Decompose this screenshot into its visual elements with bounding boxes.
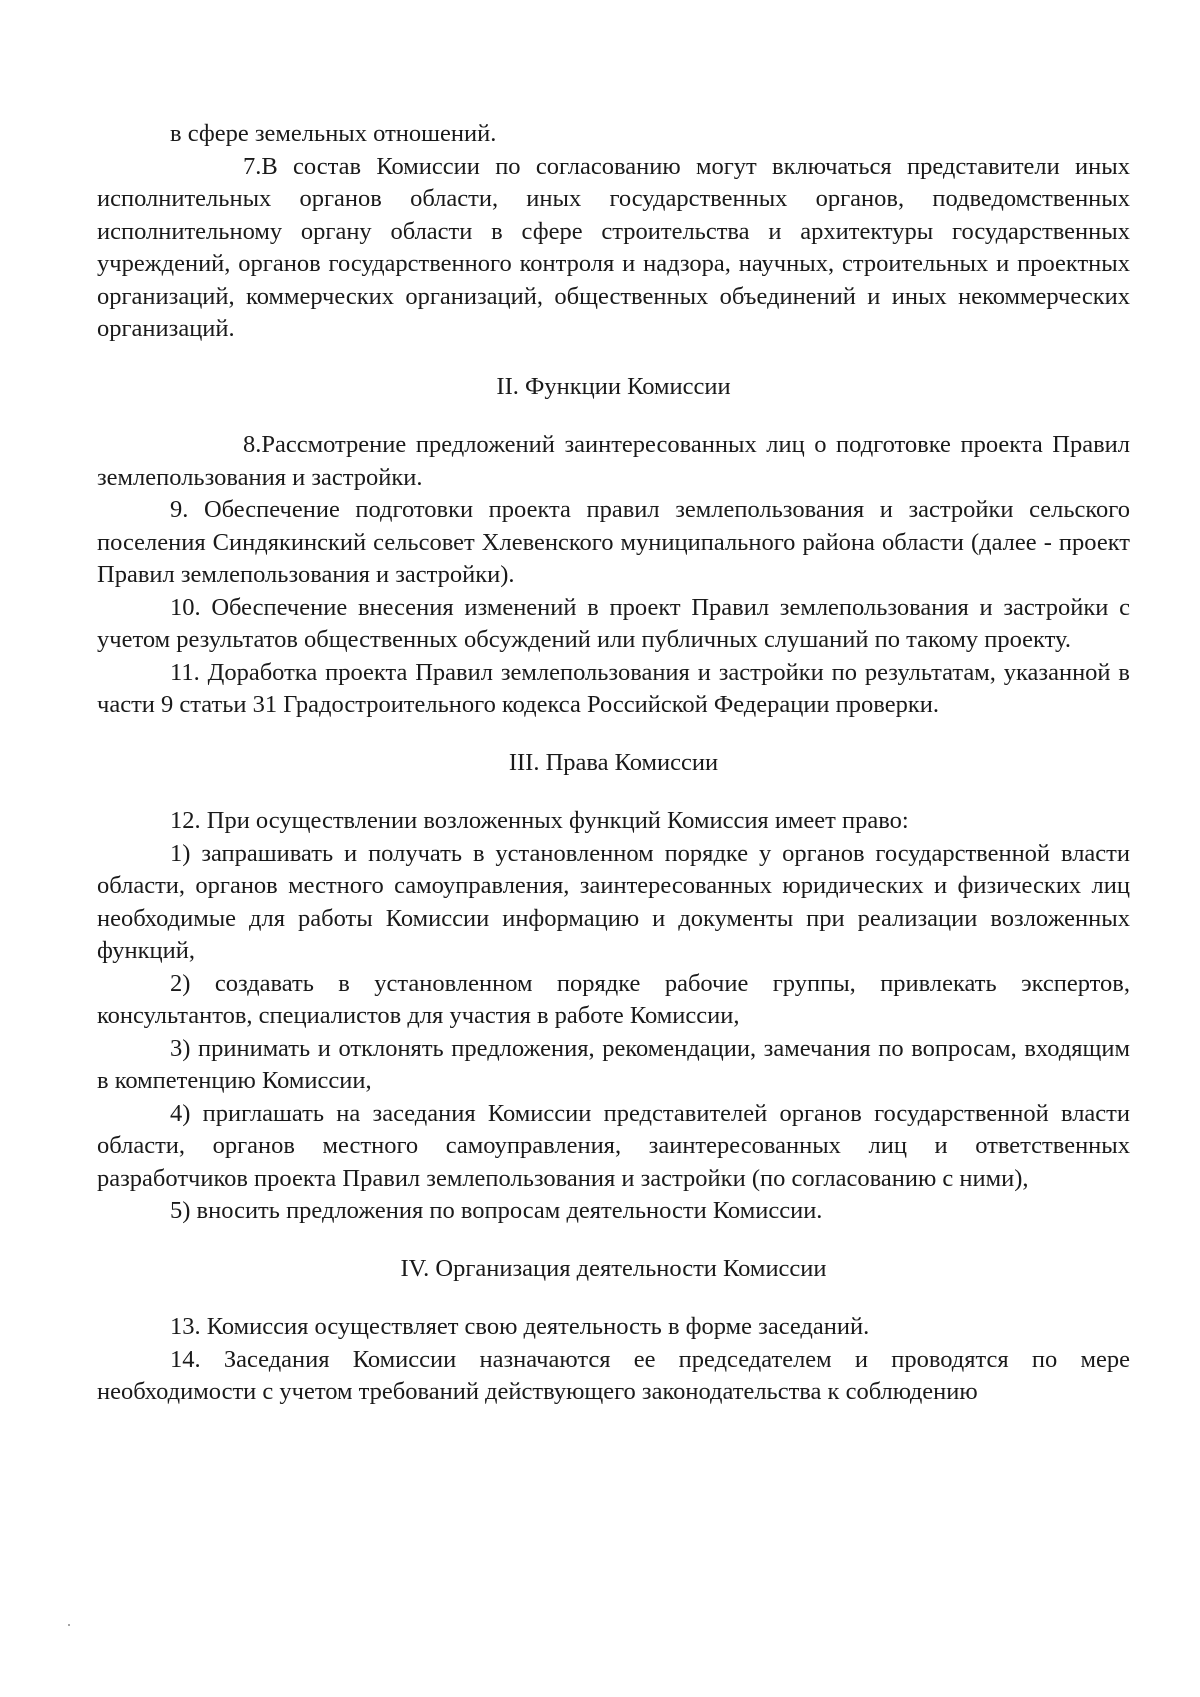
paragraph-7-text: В состав Комиссии по согласованию могут включаться представители иных исполнительных органов области, иных государственных органов, подведомственных исполнительному органу области в сфере строительства и архитектуры государственных учреждений, органов государственного контроля и надзора, научных, строительных и проектных организаций, коммерческих организаций, общественных объединений и иных некоммерческих организаций. — [97, 152, 1130, 342]
section-heading-rights: III. Права Комиссии — [508, 748, 719, 776]
document-body — [97, 118, 1130, 1409]
paragraph-14: 14. Заседания Комиссии назначаются ее председателем и проводятся по мере необходимости с учетом требований действующего законодательства к соблюдению — [97, 1345, 1130, 1405]
paragraph-11: 11. Доработка проекта Правил землепользования и застройки по результатам, указанной в части 9 статьи 31 Градостроительного кодекса Российской Федерации проверки. — [97, 658, 1130, 718]
paragraph-10: 10. Обеспечение внесения изменений в проект Правил землепользования и застройки с учетом результатов общественных обсуждений или публичных слушаний по такому проекту. — [97, 593, 1130, 653]
paragraph-13: 13. Комиссия осуществляет свою деятельность в форме заседаний. — [170, 1313, 870, 1340]
rights-item-3: 3) принимать и отклонять предложения, рекомендации, замечания по вопросам, входящим в компетенцию Комиссии, — [97, 1034, 1130, 1094]
scan-speck — [68, 1624, 70, 1626]
rights-item-2: 2) создавать в установленном порядке рабочие группы, привлекать экспертов, консультантов, специалистов для участия в работе Комиссии, — [97, 969, 1130, 1029]
rights-item-1: 1) запрашивать и получать в установленном порядке у органов государственной власти области, органов местного самоуправления, заинтересованных юридических и физических лиц необходимые для работы Комиссии информацию и документы при реализации возложенных функций, — [97, 839, 1130, 964]
section-heading-organization: IV. Организация деятельности Комиссии — [400, 1254, 827, 1282]
paragraph-9: 9. Обеспечение подготовки проекта правил землепользования и застройки сельского поселения Синдякинский сельсовет Хлевенского муниципального района области (далее - проект Правил землепользования и застройки). — [97, 496, 1130, 588]
section-heading-functions: II. Функции Комиссии — [496, 372, 731, 400]
paragraph-12: 12. При осуществлении возложенных функций Комиссия имеет право: — [170, 807, 909, 834]
paragraph-continuation: в сфере земельных отношений. — [170, 120, 497, 147]
paragraph-7 — [97, 151, 1130, 346]
rights-item-5: 5) вносить предложения по вопросам деятельности Комиссии. — [170, 1197, 823, 1224]
paragraph-8-text: Рассмотрение предложений заинтересованных лиц о подготовке проекта Правил землепользования и застройки. — [97, 431, 1130, 491]
paragraph-7-number: 7. — [243, 152, 262, 180]
rights-item-4: 4) приглашать на заседания Комиссии представителей органов государственной власти области, органов местного самоуправления, заинтересованных лиц и ответственных разработчиков проекта Правил землепользования и застройки (по согласованию с ними), — [97, 1099, 1130, 1192]
paragraph-8-number: 8. — [243, 431, 262, 458]
paragraph-8 — [97, 429, 1130, 494]
